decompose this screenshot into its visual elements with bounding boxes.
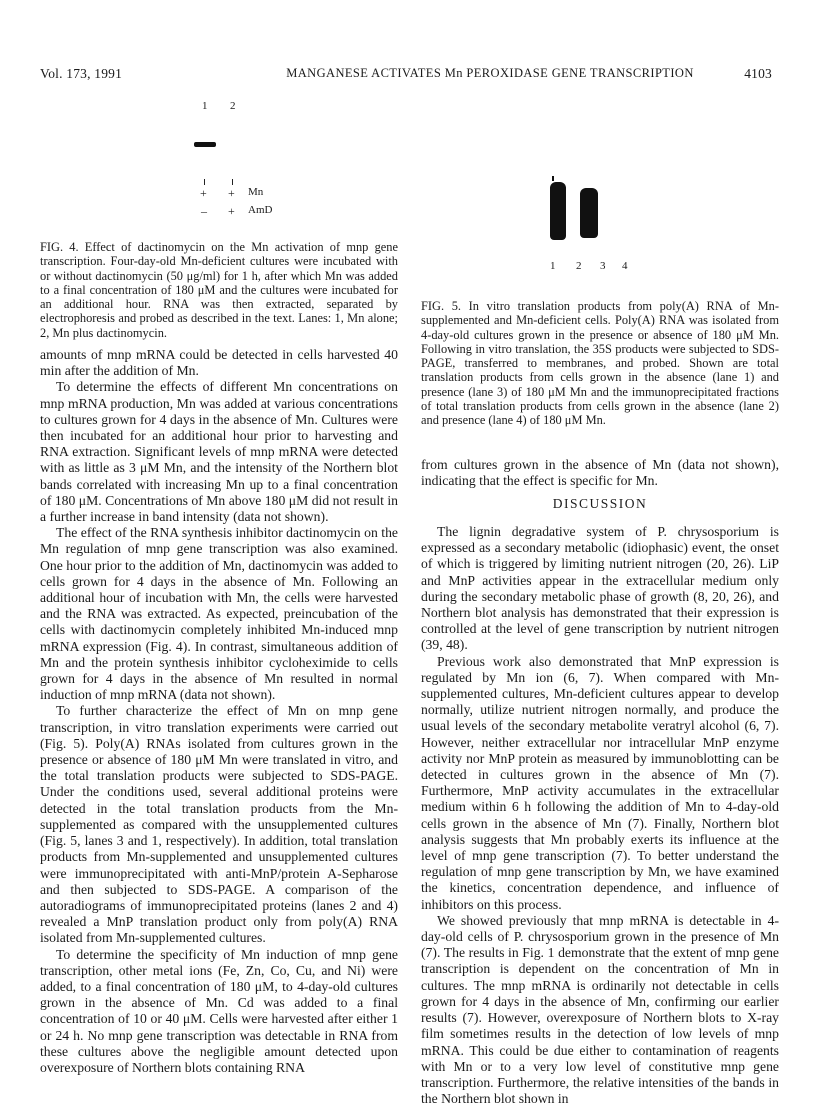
paragraph: To further characterize the effect of Mn on mnp gene transcription, in vitro translation experiments were carried out (Fig. 5). Poly(A) RNAs isolated from cultures grown in the presence or absence of 180 μM Mn were translated in vitro, and the total translation products were subjected to SDS-PAGE. Under the conditions used, several additional proteins were detected in the total translation products from the Mn-supplemented as compared with the unsupplemented cultures (Fig. 5, lanes 3 and 1, respectively). In addition, total translation products from Mn-supplemented and unsupplemented cultures were immunoprecipitated with anti-MnP/protein A-Sepharose and then subjected to SDS-PAGE. A comparison of the autoradiograms of immunoprecipitated proteins (lanes 2 and 4) revealed a MnP translation product only from poly(A) RNA isolated from Mn-supplemented cultures. (40, 703, 398, 946)
fig5-lane1-smear (550, 182, 566, 240)
figure-5-gel (540, 170, 660, 280)
running-title: MANGANESE ACTIVATES Mn PEROXIDASE GENE TRANSCRIPTION (286, 66, 694, 80)
fig5-lane3-smear (580, 188, 598, 238)
paragraph: To determine the specificity of Mn induction of mnp gene transcription, other metal ions (Fe, Zn, Co, Cu, and Ni) were added, to a final concentration of 180 μM, to 4-day-old cultures grown in the absence of Mn. Cd was added to a final concentration of 10 or 40 μM. Cells were harvested after either 1 or 24 h. No mnp gene transcription was detectable in RNA from these cultures above the negligible amount detected upon overexposure of Northern blots containing RNA (40, 946, 398, 1075)
fig5-lane-speck (552, 176, 554, 181)
paragraph: To determine the effects of different Mn concentrations on mnp mRNA production, Mn was added at various concentrations to cultures grown for 4 days in the absence of Mn. Cultures were then incubated for an additional hour prior to harvesting and RNA extraction. Significant levels of mnp mRNA were detected with as little as 3 μM Mn, and the intensity of the Northern blot bands correlated with increasing Mn up to a final concentration of 180 μM. Concentrations of Mn above 180 μM did not result in a further increase in band intensity (data not shown). (40, 379, 398, 525)
paragraph: Previous work also demonstrated that MnP expression is regulated by Mn ion (6, 7). When compared with Mn-supplemented cultures, Mn-deficient cultures appear to develop normally, utilize nutrient nitrogen normally, and produce the usual levels of the secondary metabolite veratryl alcohol (6, 7). However, neither extracellular nor intracellular MnP enzyme activity nor MnP protein as measured by immunoblotting can be detected in cultures grown in the absence of Mn (7). Furthermore, MnP activity accumulates in the extracellular medium within 6 h following the addition of Mn to 4-day-old cells grown in the absence of Mn (7). Finally, Northern blot analysis suggests that Mn probably exerts its influence at the level of mnp gene transcription (7). To better understand the regulation of mnp gene transcription by Mn, we have examined the kinetics, concentration dependence, and influence of inhibitors on this process. (421, 653, 779, 912)
right-column-continuation: from cultures grown in the absence of Mn (data not shown), indicating that the effect is specific for Mn. (421, 457, 779, 489)
fig5-lane-label: 2 (576, 260, 582, 272)
left-column-text (40, 347, 398, 1076)
fig5-lane-label: 4 (622, 260, 628, 272)
fig4-mn-lane2: + (228, 186, 235, 200)
fig4-lane-tick (204, 179, 205, 185)
volume-label: Vol. 173, 1991 (40, 66, 123, 81)
fig4-amd-label: AmD (248, 204, 273, 216)
fig4-lane-label: 1 (202, 100, 208, 112)
page-number: 4103 (744, 66, 772, 81)
paragraph: The effect of the RNA synthesis inhibitor dactinomycin on the Mn regulation of mnp gene transcription was also examined. One hour prior to the addition of Mn, dactinomycin was added to cells grown for 4 days in the absence of Mn. Following an additional hour of incubation with Mn, the cells were harvested and the RNA was extracted. As expected, preincubation of the cells with dactinomycin completely inhibited Mn-induced mnp mRNA expression (Fig. 4). In contrast, simultaneous addition of Mn and the protein synthesis inhibitor cycloheximide to cells grown for 4 days in the absence of Mn resulted in normal induction of mnp mRNA (data not shown). (40, 525, 398, 703)
fig5-lane-label: 3 (600, 260, 606, 272)
fig4-mnp-band (194, 142, 216, 147)
fig5-caption: FIG. 5. In vitro translation products from poly(A) RNA of Mn-supplemented and Mn-deficient cells. Poly(A) RNA was isolated from 4-day-old cultures grown in the presence or absence of 180 μM Mn. Following in vitro translation, the 35S products were subjected to SDS-PAGE, transferred to membranes, and probed. Shown are total translation products from cells grown in the absence (lane 1) and presence (lane 3) of 180 μM Mn and the immunoprecipitated fractions of total translation products from cells grown in the absence (lane 2) and presence (lane 4) of 180 μM Mn. (421, 299, 779, 428)
fig5-lane-label: 1 (550, 260, 556, 272)
fig4-lane-tick (232, 179, 233, 185)
right-column-text (421, 524, 779, 1107)
fig4-caption: FIG. 4. Effect of dactinomycin on the Mn activation of mnp gene transcription. Four-day-old Mn-deficient cultures were incubated with or without dactinomycin (50 μg/ml) for 1 h, after which Mn was added to a final concentration of 180 μM and the cultures were incubated for an additional hour. RNA was then extracted, separated by electrophoresis and probed as described in the text. Lanes: 1, Mn alone; 2, Mn plus dactinomycin. (40, 240, 398, 340)
fig4-lane-label: 2 (230, 100, 236, 112)
fig4-mn-label: Mn (248, 186, 264, 198)
fig4-mn-lane1: + (200, 186, 207, 200)
paragraph: amounts of mnp mRNA could be detected in cells harvested 40 min after the addition of Mn. (40, 347, 398, 379)
figure-4-blot (190, 96, 390, 216)
fig4-amd-lane1: – (201, 204, 207, 218)
paragraph: We showed previously that mnp mRNA is detectable in 4-day-old cells of P. chrysosporium grown in the presence of Mn (7). The results in Fig. 1 demonstrate that the extent of mnp gene transcription is dependent on the concentration of Mn in cultures. The mnp mRNA is ordinarily not detectable in cells grown for 4 days in the absence of Mn, confirming our earlier results (7). However, overexposure of Northern blots to X-ray film sometimes results in the detection of low levels of mnp mRNA. This could be due either to contamination of reagents with Mn or to a very low level of constitutive mnp gene transcription. Furthermore, the relative intensities of the bands in the Northern blot shown in (421, 912, 779, 1107)
section-heading: DISCUSSION (552, 496, 648, 511)
fig4-amd-lane2: + (228, 204, 235, 218)
paragraph: The lignin degradative system of P. chrysosporium is expressed as a secondary metabolic (idiophasic) event, the onset of which is triggered by limiting nutrient nitrogen (20, 26). LiP and MnP activities appear in the extracellular medium only during the secondary metabolic phase of growth (8, 20, 26), and Northern blot analysis has demonstrated that their expression is controlled at the level of gene transcription by nutrient nitrogen (39, 48). (421, 524, 779, 653)
